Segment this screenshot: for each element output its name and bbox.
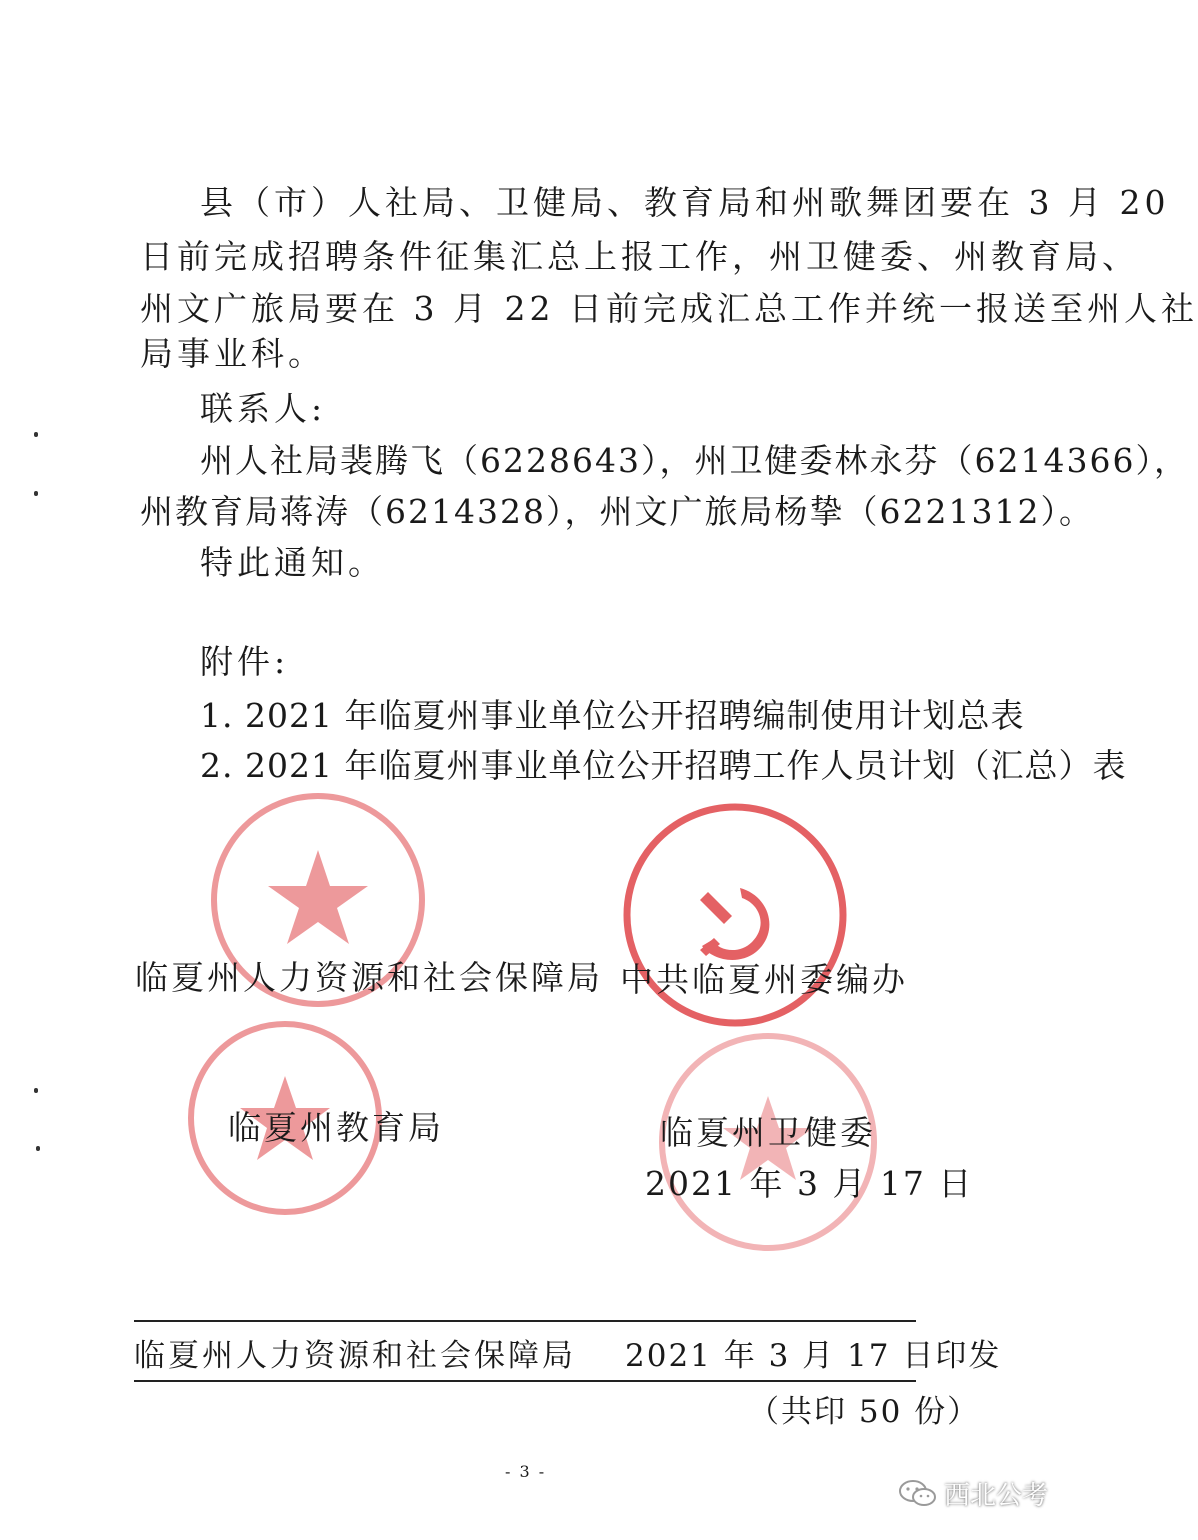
watermark-text: 西北公考 (944, 1481, 1049, 1511)
page-number: - 3 - (505, 1462, 547, 1481)
scan-speck (34, 1088, 38, 1093)
body-para1-line3: 州文广旅局要在 3 月 22 日前完成汇总工作并统一报送至州人社 (140, 289, 1198, 328)
attachment-item-2: 2. 2021 年临夏州事业单位公开招聘工作人员计划（汇总）表 (200, 746, 1127, 785)
attachment-item-1: 1. 2021 年临夏州事业单位公开招聘编制使用计划总表 (200, 696, 1025, 735)
body-para1-line1: 县（市）人社局、卫健局、教育局和州歌舞团要在 3 月 20 (200, 183, 1170, 222)
attachments-label: 附件: (200, 642, 290, 681)
signature-date: 2021 年 3 月 17 日 (645, 1164, 974, 1203)
scan-speck (36, 1146, 40, 1151)
body-para1-line2: 日前完成招聘条件征集汇总上报工作，州卫健委、州教育局、 (140, 237, 1139, 276)
footer-rule-top (134, 1320, 916, 1322)
closing-text: 特此通知。 (200, 543, 385, 582)
footer-copies: （共印 50 份） (748, 1394, 981, 1430)
wechat-icon (898, 1479, 938, 1509)
signature-party-office: 中共临夏州委编办 (620, 960, 908, 999)
signature-health-commission: 临夏州卫健委 (660, 1113, 876, 1152)
contact-line1: 州人社局裴腾飞（6228643），州卫健委林永芬（6214366）， (200, 441, 1189, 480)
body-para1-line4: 局事业科。 (140, 334, 325, 373)
watermark (898, 1475, 1048, 1512)
contact-line2: 州教育局蒋涛（6214328），州文广旅局杨挚（6221312）。 (140, 492, 1094, 531)
footer-issuer: 临夏州人力资源和社会保障局 (134, 1338, 576, 1374)
scan-speck (34, 491, 38, 496)
signature-hr-bureau: 临夏州人力资源和社会保障局 (135, 958, 603, 997)
footer-rule-bottom (134, 1380, 916, 1382)
footer-issue-date: 2021 年 3 月 17 日印发 (625, 1338, 1002, 1374)
contact-label: 联系人: (200, 389, 327, 428)
scan-speck (34, 432, 38, 437)
signature-education-bureau: 临夏州教育局 (228, 1108, 444, 1147)
